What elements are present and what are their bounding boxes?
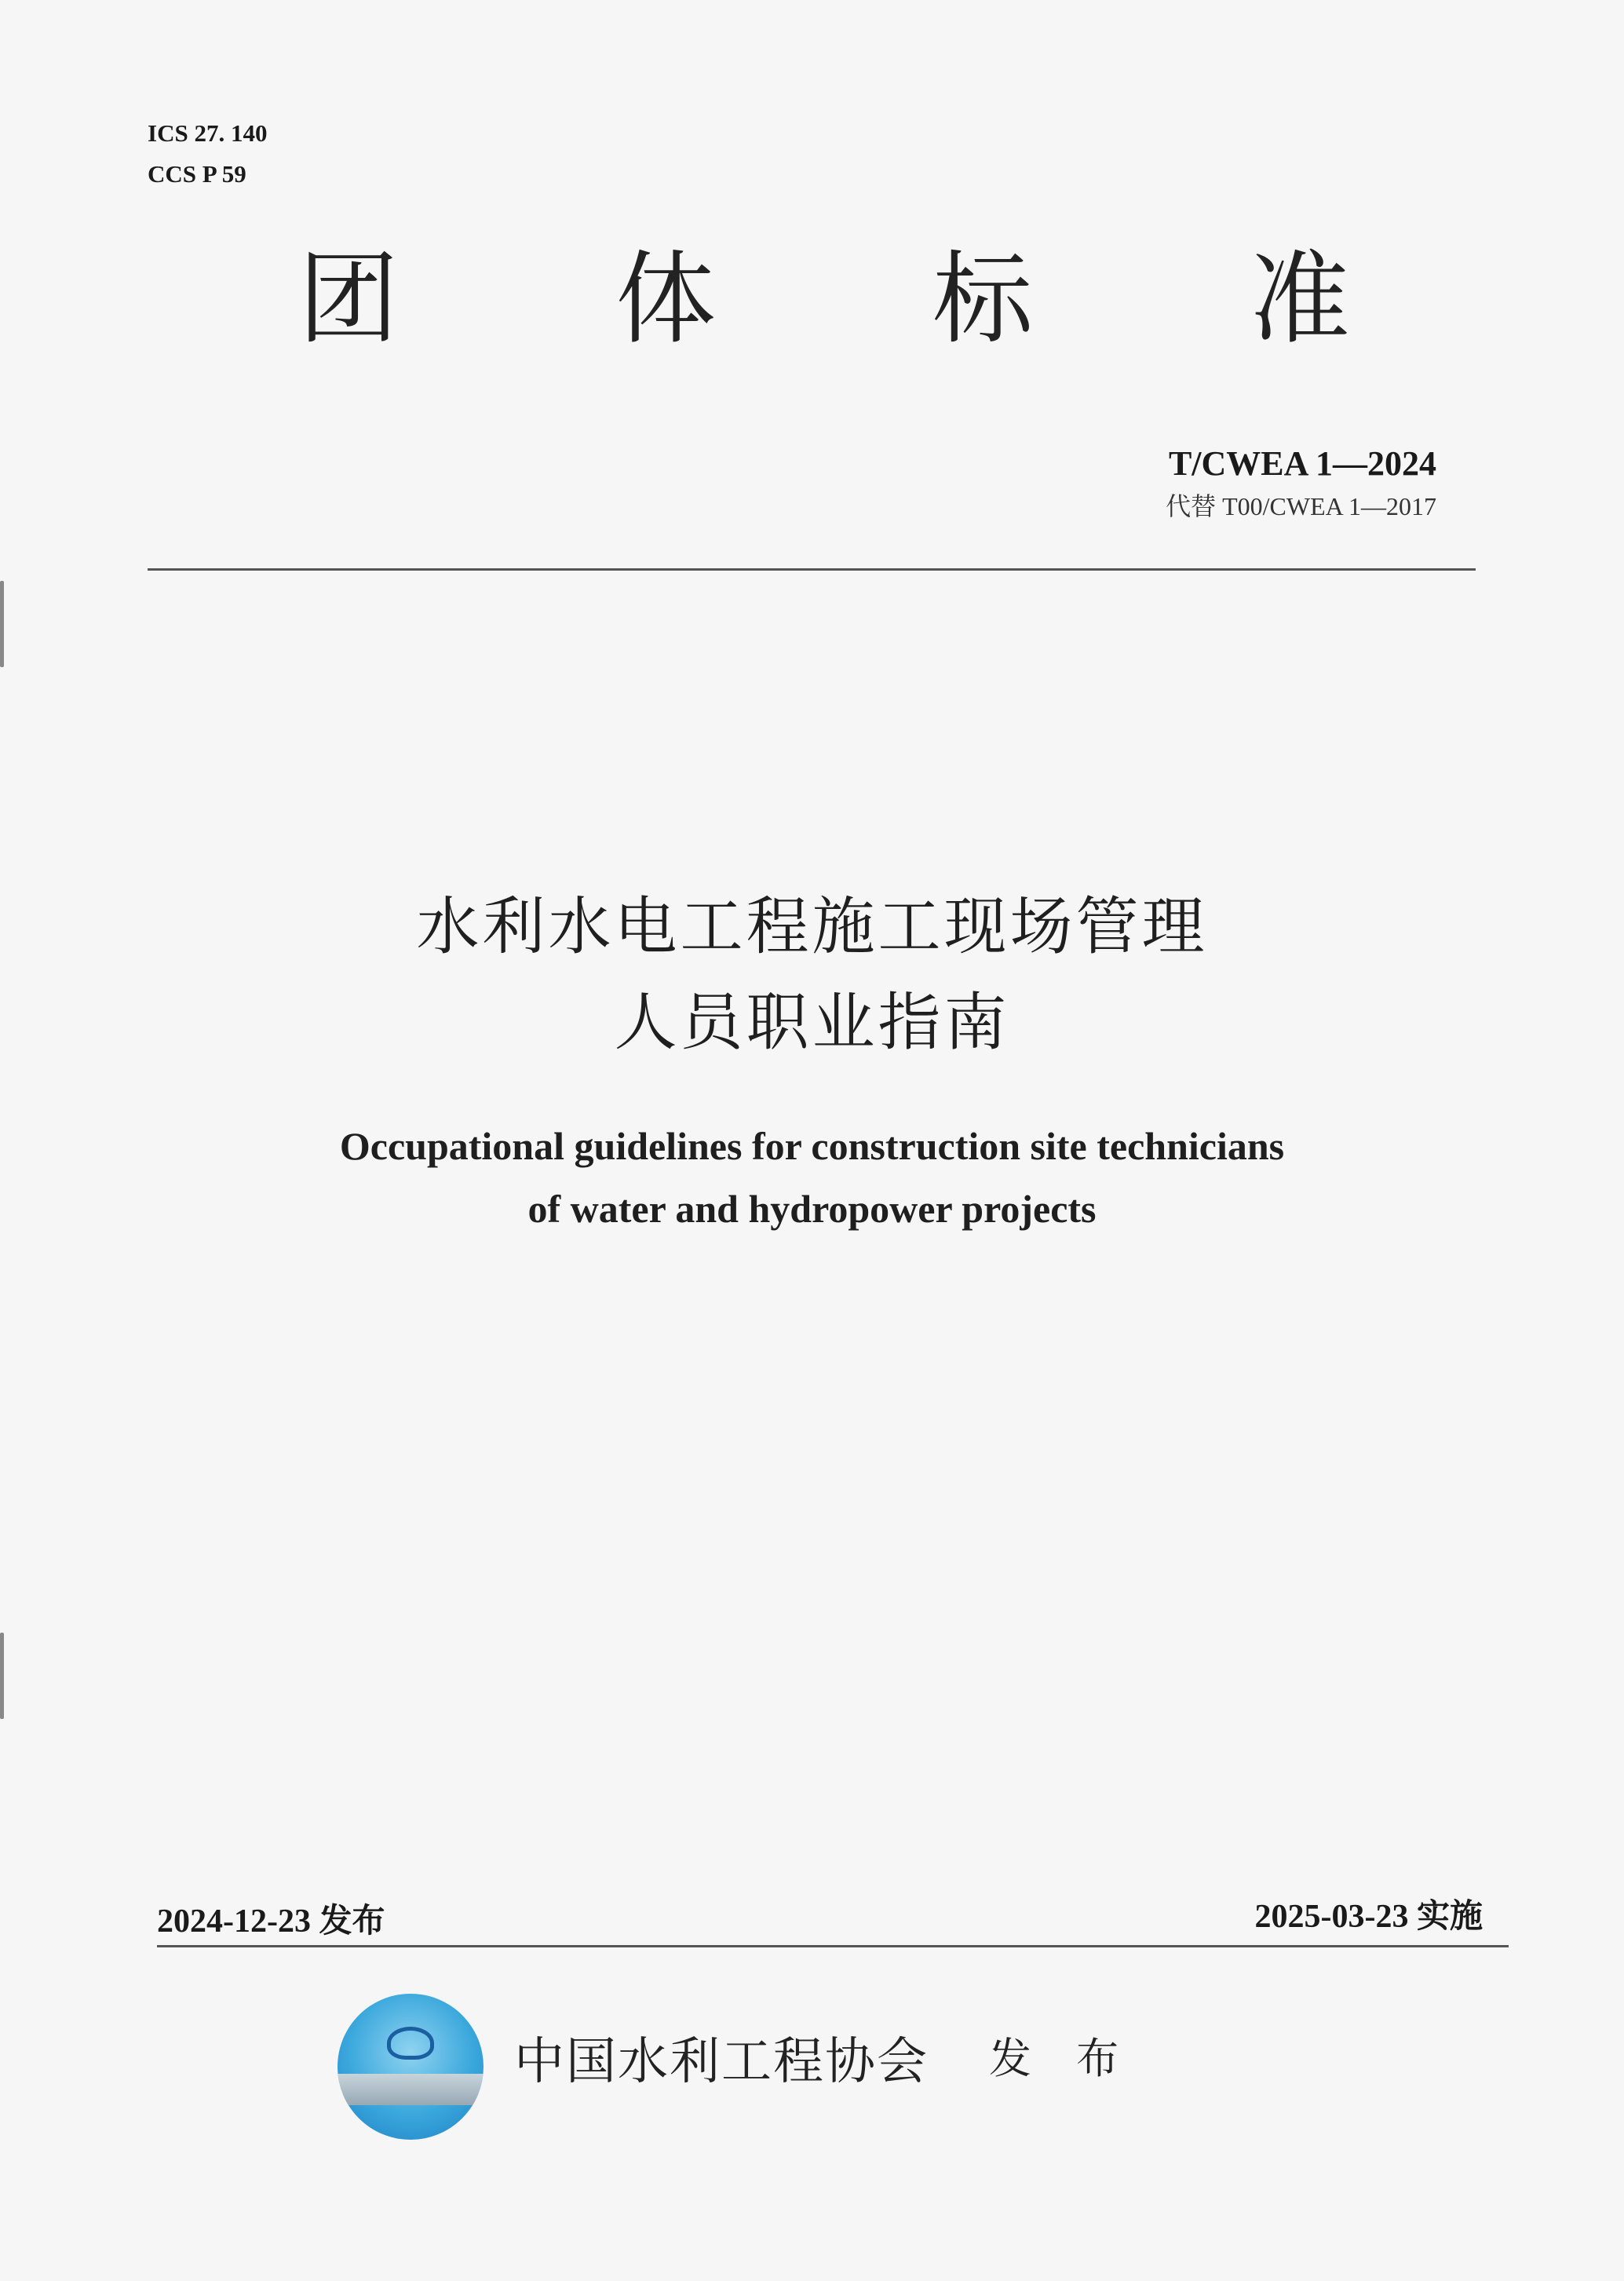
classification-codes <box>148 113 267 195</box>
publish-date: 2024-12-23 发布 <box>157 1903 385 1940</box>
english-title-line1: Occupational guidelines for construction site technicians <box>339 1124 1285 1168</box>
document-type-title <box>298 228 1350 358</box>
title-char: 准 <box>1249 241 1350 358</box>
ccs-code: CCS P 59 <box>148 160 246 188</box>
anti-counterfeit-seal-icon <box>338 1994 484 2140</box>
footer-divider <box>157 1945 1509 1947</box>
title-char: 标 <box>932 241 1033 358</box>
binding-edge-mark <box>0 581 4 667</box>
header-divider <box>148 568 1476 571</box>
effective-date: 2025-03-23 实施 <box>1254 1899 1483 1935</box>
publisher-name: 中国水利工程协会 <box>514 2033 929 2091</box>
title-char: 体 <box>615 241 716 358</box>
replaces-standard: 代替 T00/CWEA 1—2017 <box>1166 492 1436 520</box>
publisher-action: 发 布 <box>989 2034 1119 2083</box>
english-title-line2: of water and hydropower projects <box>527 1187 1097 1231</box>
chinese-title <box>0 879 1624 1071</box>
seal-hologram-band <box>338 2074 484 2105</box>
ics-code: ICS 27. 140 <box>148 119 268 147</box>
title-char: 团 <box>298 241 400 358</box>
standard-number-block <box>1166 441 1436 526</box>
standard-number: T/CWEA 1—2024 <box>1168 444 1436 483</box>
chinese-title-line2: 人员职业指南 <box>614 986 1010 1059</box>
emblem-icon <box>387 2027 434 2060</box>
english-title <box>0 1115 1624 1240</box>
binding-edge-mark <box>0 1633 4 1719</box>
chinese-title-line1: 水利水电工程施工现场管理 <box>416 890 1208 963</box>
